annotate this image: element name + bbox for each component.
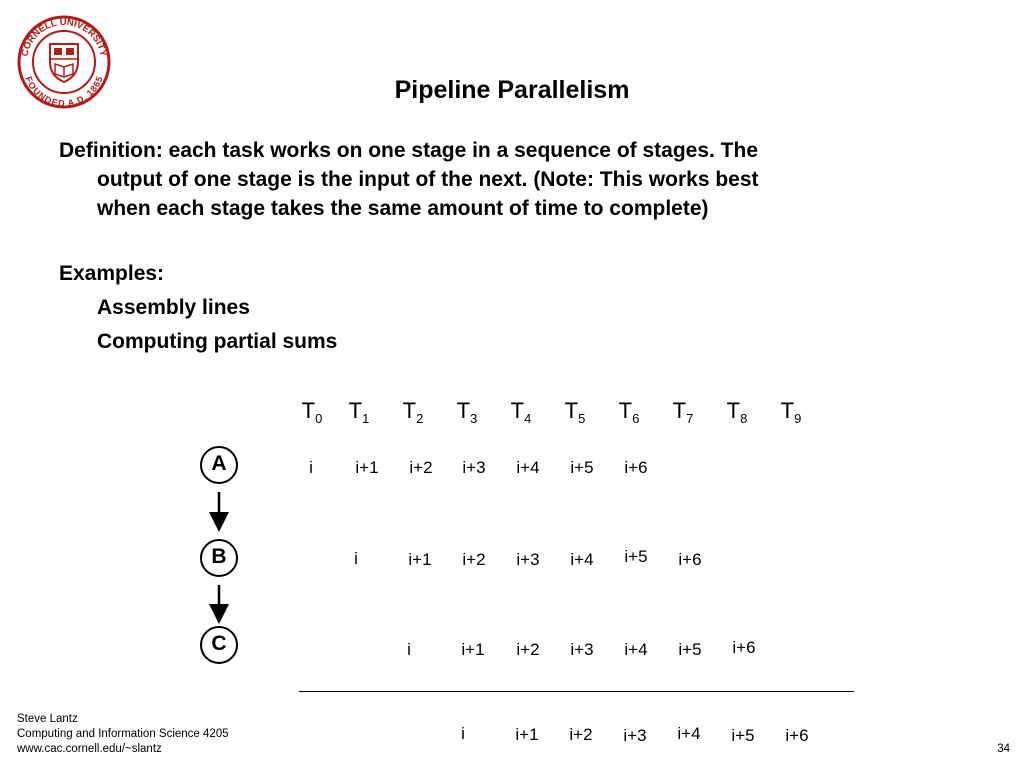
time-step-label: $T_6$ <box>618 398 640 426</box>
stage-b-cell: i+3 <box>516 550 540 569</box>
output-cell: i+3 <box>623 726 647 745</box>
output-cell: i+4 <box>677 724 701 743</box>
stage-a-cell: i+3 <box>462 458 486 477</box>
stage-label: C <box>211 632 227 655</box>
definition-line-3: when each stage takes the same amount of time to complete) <box>97 197 709 220</box>
stage-c-cell: i+2 <box>516 640 540 659</box>
examples-heading: Examples: <box>59 262 165 285</box>
stage-b-cell: i+1 <box>408 550 432 569</box>
stage-c-cell: i+3 <box>570 640 594 659</box>
time-step-label: $T_1$ <box>348 398 370 426</box>
stage-c-cell: i <box>407 640 411 659</box>
time-step-label: $T_7$ <box>672 398 694 426</box>
stage-b-cell: i+2 <box>462 550 486 569</box>
output-cell: i+5 <box>731 726 755 745</box>
footer-url: www.cac.cornell.edu/~slantz <box>17 743 162 755</box>
svg-text:CORNELL UNIVERSITY: CORNELL UNIVERSITY <box>19 16 109 58</box>
time-step-label: $T_4$ <box>510 398 532 426</box>
stage-b-cell: i+6 <box>678 550 702 569</box>
output-divider <box>299 691 854 692</box>
stage-c-cell: i+4 <box>624 640 648 659</box>
slide-title: Pipeline Parallelism <box>394 76 630 104</box>
stage-c-cell: i+6 <box>732 638 756 657</box>
time-step-label: $T_5$ <box>564 398 586 426</box>
stage-label: B <box>211 545 227 568</box>
output-cell: i+2 <box>569 725 593 744</box>
stage-a-cell: i+2 <box>409 458 433 477</box>
example-item: Assembly lines <box>97 296 250 319</box>
time-step-label: $T_2$ <box>402 398 424 426</box>
stage-b-cell: i <box>354 549 358 568</box>
example-item: Computing partial sums <box>97 330 338 353</box>
page-number: 34 <box>997 743 1010 755</box>
definition-line-2: output of one stage is the input of the next. (Note: This works best <box>97 168 759 191</box>
stage-c-cell: i+1 <box>461 640 485 659</box>
stage-a-cell: i+5 <box>570 458 594 477</box>
output-cell: i+6 <box>785 726 809 745</box>
footer-course: Computing and Information Science 4205 <box>17 728 229 740</box>
stage-a-cell: i+1 <box>355 458 379 477</box>
stage-a-cell: i+6 <box>624 458 648 477</box>
time-step-label: $T_0$ <box>301 398 323 426</box>
output-cell: i <box>461 724 465 743</box>
output-cell: i+1 <box>515 725 539 744</box>
svg-text:FOUNDED A.D. 1865: FOUNDED A.D. 1865 <box>23 74 105 109</box>
footer-author: Steve Lantz <box>17 713 78 725</box>
stage-b-cell: i+5 <box>624 547 648 566</box>
definition-line-1: Definition: each task works on one stage in a sequence of stages. The <box>59 139 759 162</box>
stage-a-cell: i <box>309 458 313 477</box>
time-step-label: $T_9$ <box>780 398 802 426</box>
stage-a-cell: i+4 <box>516 458 540 477</box>
stage-b-cell: i+4 <box>570 550 594 569</box>
time-step-label: $T_3$ <box>456 398 478 426</box>
stage-c-cell: i+5 <box>678 640 702 659</box>
time-step-label: $T_8$ <box>726 398 748 426</box>
stage-label: A <box>211 452 227 475</box>
